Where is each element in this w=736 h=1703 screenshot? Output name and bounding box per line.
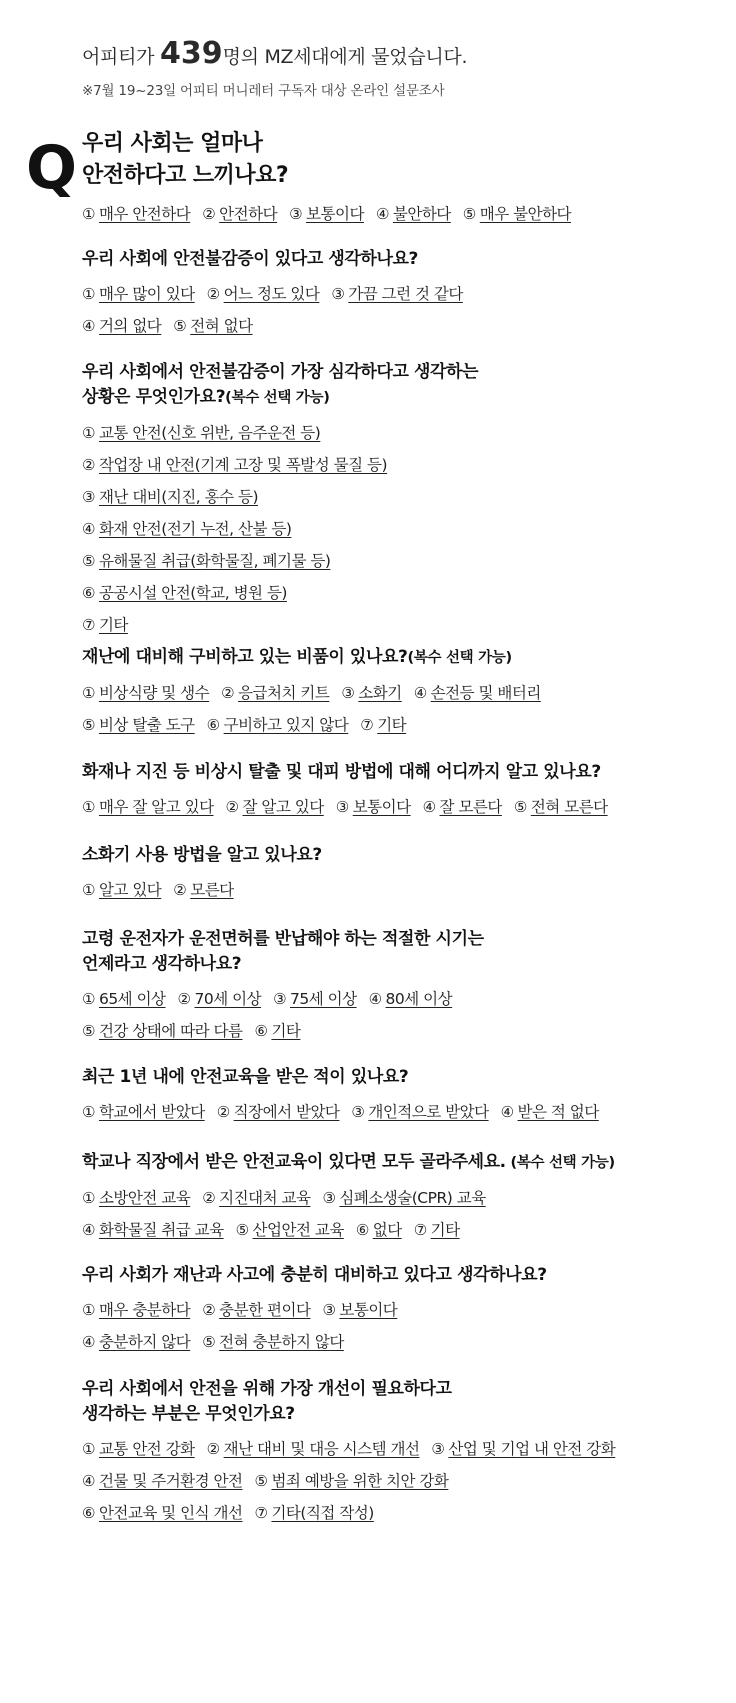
- answer-option[interactable]: [82, 983, 166, 1015]
- option-number: ⑤: [513, 798, 527, 816]
- option-label[interactable]: 개인적으로 받았다: [368, 1103, 489, 1121]
- option-number: ⑤: [462, 205, 476, 223]
- option-row: [82, 1182, 722, 1214]
- respondent-count: 439: [159, 36, 223, 71]
- answer-option[interactable]: [255, 1497, 374, 1529]
- option-label[interactable]: 기타: [430, 1221, 460, 1239]
- question-title-line: 생각하는 부분은 무엇인가요?: [82, 1404, 295, 1424]
- answer-option[interactable]: [360, 709, 406, 741]
- option-number: ④: [413, 684, 427, 702]
- option-number: ②: [202, 1301, 216, 1319]
- option-label[interactable]: 매우 잘 알고 있다: [98, 798, 214, 816]
- option-list: [82, 278, 722, 342]
- option-row: [82, 577, 722, 609]
- option-row: [82, 310, 722, 342]
- option-number: ③: [82, 488, 95, 506]
- option-label[interactable]: 매우 안전하다: [98, 205, 191, 223]
- option-number: ④: [422, 798, 436, 816]
- option-number: ①: [82, 990, 95, 1008]
- answer-option[interactable]: [82, 1182, 190, 1214]
- option-number: ⑥: [254, 1022, 268, 1040]
- option-number: ③: [273, 990, 287, 1008]
- answer-option[interactable]: [221, 677, 329, 709]
- question-title-line: 언제라고 생각하나요?: [82, 954, 242, 974]
- option-row: [82, 545, 722, 577]
- answer-option[interactable]: [463, 198, 571, 230]
- option-number: ③: [351, 1103, 365, 1121]
- option-label[interactable]: 80세 이상: [385, 990, 453, 1008]
- option-label[interactable]: 매우 충분하다: [98, 1301, 191, 1319]
- answer-option[interactable]: [82, 791, 214, 823]
- option-list: [82, 677, 722, 741]
- option-number: ③: [289, 205, 303, 223]
- answer-option[interactable]: [82, 1465, 243, 1497]
- option-list: [82, 1096, 722, 1128]
- option-label[interactable]: 지진대처 교육: [219, 1189, 311, 1207]
- answer-option[interactable]: [376, 198, 451, 230]
- option-label[interactable]: 기타: [98, 616, 128, 634]
- option-label[interactable]: 75세 이상: [290, 990, 357, 1008]
- option-label[interactable]: 전혀 없다: [190, 317, 253, 335]
- option-label[interactable]: 거의 없다: [98, 317, 162, 335]
- answer-option[interactable]: [351, 1096, 488, 1128]
- answer-option[interactable]: [255, 1015, 301, 1047]
- answer-option[interactable]: [178, 983, 262, 1015]
- option-number: ①: [82, 285, 95, 303]
- option-label[interactable]: 공공시설 안전(학교, 병원 등): [98, 584, 287, 602]
- headline-suffix: 명의 MZ세대에게 물었습니다.: [222, 46, 468, 68]
- option-label[interactable]: 어느 정도 있다: [223, 285, 320, 303]
- answer-option[interactable]: [369, 983, 453, 1015]
- option-label[interactable]: 보통이다: [339, 1301, 398, 1319]
- option-label[interactable]: 보통이다: [352, 798, 411, 816]
- option-label[interactable]: 유해물질 취급(화학물질, 폐기물 등): [98, 552, 331, 570]
- answer-option[interactable]: [82, 1433, 195, 1465]
- option-number: ⑤: [254, 1472, 268, 1490]
- option-list: [82, 1294, 722, 1358]
- answer-option[interactable]: [514, 791, 608, 823]
- option-number: ③: [335, 798, 349, 816]
- answer-option[interactable]: [322, 1294, 397, 1326]
- answer-option[interactable]: [82, 677, 209, 709]
- option-label[interactable]: 보통이다: [306, 205, 364, 223]
- question-block: [82, 1263, 722, 1358]
- option-list: [82, 983, 722, 1047]
- option-label[interactable]: 받은 적 없다: [517, 1103, 599, 1121]
- option-label[interactable]: 전혀 충분하지 않다: [219, 1333, 344, 1351]
- option-label[interactable]: 재난 대비(지진, 홍수 등): [98, 488, 259, 506]
- option-number: ⑦: [413, 1221, 427, 1239]
- question-title: [82, 1377, 722, 1427]
- answer-option[interactable]: [207, 1433, 420, 1465]
- option-label[interactable]: 기타: [271, 1022, 301, 1040]
- option-label[interactable]: 안전교육 및 인식 개선: [98, 1504, 243, 1522]
- question-title-line: 안전하다고 느끼나요?: [82, 163, 289, 188]
- option-label[interactable]: 70세 이상: [194, 990, 262, 1008]
- option-number: ④: [82, 520, 95, 538]
- option-label[interactable]: 비상 탈출 도구: [98, 716, 195, 734]
- answer-option[interactable]: [82, 278, 195, 310]
- answer-option[interactable]: [173, 874, 233, 906]
- option-row: [82, 198, 722, 230]
- survey-header: [82, 36, 467, 99]
- question-block: [82, 1065, 722, 1128]
- option-label[interactable]: 소방안전 교육: [98, 1189, 191, 1207]
- option-number: ③: [431, 1440, 445, 1458]
- question-title-line: [82, 385, 722, 411]
- option-label[interactable]: 심폐소생술(CPR) 교육: [339, 1189, 486, 1207]
- option-row: [82, 1015, 722, 1047]
- option-label[interactable]: 교통 안전 강화: [98, 1440, 195, 1458]
- option-label[interactable]: 직장에서 받았다: [233, 1103, 340, 1121]
- option-row: [82, 1433, 722, 1465]
- option-number: ②: [177, 990, 191, 1008]
- answer-option[interactable]: [82, 577, 287, 609]
- answer-option[interactable]: [82, 481, 258, 513]
- option-label[interactable]: 65세 이상: [98, 990, 166, 1008]
- answer-option[interactable]: [501, 1096, 599, 1128]
- answer-option[interactable]: [82, 1214, 224, 1246]
- question-title-text: 재난에 대비해 구비하고 있는 비품이 있나요?: [82, 647, 408, 667]
- option-number: ⑥: [82, 1504, 95, 1522]
- option-label[interactable]: 잘 모른다: [439, 798, 502, 816]
- option-number: ⑥: [355, 1221, 369, 1239]
- answer-option[interactable]: [289, 198, 364, 230]
- option-number: ⑦: [82, 616, 95, 634]
- question-title-line: 우리 사회에서 안전을 위해 가장 개선이 필요하다고: [82, 1379, 452, 1399]
- option-label[interactable]: 학교에서 받았다: [98, 1103, 205, 1121]
- headline-prefix: 어피티가: [82, 46, 160, 68]
- answer-option[interactable]: [414, 677, 541, 709]
- multi-select-note: (복수 선택 가능): [505, 1155, 615, 1171]
- option-number: ③: [322, 1301, 336, 1319]
- answer-option[interactable]: [322, 1182, 485, 1214]
- answer-option[interactable]: [82, 198, 190, 230]
- question-block: [82, 645, 722, 741]
- answer-option[interactable]: [82, 709, 195, 741]
- option-label[interactable]: 비상식량 및 생수: [98, 684, 210, 702]
- option-number: ③: [341, 684, 355, 702]
- option-row: [82, 874, 722, 906]
- answer-option[interactable]: [356, 1214, 402, 1246]
- question-title-line: 화재나 지진 등 비상시 탈출 및 대피 방법에 대해 어디까지 알고 있나요?: [82, 762, 601, 782]
- option-label[interactable]: 화재 안전(전기 누전, 산불 등): [98, 520, 292, 538]
- option-label[interactable]: 응급처치 키트: [238, 684, 330, 702]
- question-title: [82, 1150, 722, 1176]
- option-row: [82, 513, 722, 545]
- option-label[interactable]: 충분한 편이다: [219, 1301, 311, 1319]
- answer-option[interactable]: [336, 791, 411, 823]
- answer-option[interactable]: [82, 874, 161, 906]
- option-number: ⑦: [360, 716, 374, 734]
- answer-option[interactable]: [236, 1214, 344, 1246]
- question-title: [82, 1263, 722, 1288]
- answer-option[interactable]: [82, 545, 330, 577]
- option-number: ②: [221, 684, 235, 702]
- answer-option[interactable]: [331, 278, 463, 310]
- option-label[interactable]: 범죄 예방을 위한 치안 강화: [271, 1472, 449, 1490]
- option-number: ①: [82, 424, 95, 442]
- answer-option[interactable]: [202, 1294, 310, 1326]
- answer-option[interactable]: [82, 1497, 243, 1529]
- option-number: ②: [202, 205, 216, 223]
- option-list: [82, 1433, 722, 1529]
- option-label[interactable]: 소화기: [358, 684, 402, 702]
- question-block: [82, 360, 722, 641]
- answer-option[interactable]: [202, 1326, 344, 1358]
- option-number: ⑤: [82, 1022, 95, 1040]
- option-number: ①: [82, 1440, 95, 1458]
- option-number: ⑤: [82, 552, 95, 570]
- option-row: [82, 677, 722, 709]
- question-title: [82, 843, 722, 868]
- question-title-line: 최근 1년 내에 안전교육을 받은 적이 있나요?: [82, 1067, 409, 1087]
- question-title: [82, 360, 722, 411]
- headline: [82, 36, 467, 71]
- option-list: [82, 1182, 722, 1246]
- option-row: [82, 278, 722, 310]
- option-number: ④: [82, 1221, 95, 1239]
- option-number: ②: [202, 1189, 216, 1207]
- option-label[interactable]: 산업안전 교육: [252, 1221, 344, 1239]
- question-title: [82, 927, 722, 977]
- option-number: ④: [375, 205, 389, 223]
- option-number: ②: [225, 798, 239, 816]
- question-title-line: 소화기 사용 방법을 알고 있나요?: [82, 845, 322, 865]
- option-row: [82, 1214, 722, 1246]
- answer-option[interactable]: [82, 310, 161, 342]
- option-label[interactable]: 충분하지 않다: [98, 1333, 191, 1351]
- option-number: ⑤: [173, 317, 187, 335]
- option-number: ③: [331, 285, 345, 303]
- option-label[interactable]: 불안하다: [392, 205, 451, 223]
- multi-select-note: (복수 선택 가능): [225, 390, 330, 406]
- q-mark: Q: [26, 133, 78, 203]
- question-title-line: [82, 645, 722, 671]
- answer-option[interactable]: [82, 1015, 243, 1047]
- option-number: ②: [82, 456, 95, 474]
- question-block: [82, 760, 722, 823]
- option-number: ⑥: [206, 716, 220, 734]
- question-block: [82, 843, 722, 906]
- option-label[interactable]: 기타: [377, 716, 407, 734]
- question-title: [82, 760, 722, 785]
- survey-note: ※7월 19~23일 어피티 머니레터 구독자 대상 온라인 설문조사: [82, 83, 445, 99]
- option-number: ⑤: [235, 1221, 249, 1239]
- option-number: ⑤: [82, 716, 95, 734]
- option-label[interactable]: 매우 많이 있다: [98, 285, 195, 303]
- question-title-text: 상황은 무엇인가요?: [82, 387, 226, 407]
- answer-option[interactable]: [202, 1182, 310, 1214]
- option-row: [82, 1497, 722, 1529]
- answer-option[interactable]: [82, 1326, 190, 1358]
- question-title: [82, 1065, 722, 1090]
- answer-option[interactable]: [255, 1465, 449, 1497]
- option-label[interactable]: 화학물질 취급 교육: [98, 1221, 224, 1239]
- option-label[interactable]: 기타(직접 작성): [271, 1504, 374, 1522]
- answer-option[interactable]: [173, 310, 252, 342]
- option-label[interactable]: 손전등 및 배터리: [430, 684, 541, 702]
- option-label[interactable]: 건물 및 주거환경 안전: [98, 1472, 243, 1490]
- option-list: [82, 791, 722, 823]
- question-title: [82, 128, 722, 192]
- option-number: ①: [82, 684, 95, 702]
- option-label[interactable]: 건강 상태에 따라 다름: [98, 1022, 243, 1040]
- question-block: [82, 1150, 722, 1246]
- option-number: ④: [82, 1472, 95, 1490]
- answer-option[interactable]: [217, 1096, 340, 1128]
- answer-option[interactable]: [82, 513, 291, 545]
- question-title-text: 학교나 직장에서 받은 안전교육이 있다면 모두 골라주세요.: [82, 1152, 506, 1172]
- question-title-line: 우리 사회가 재난과 사고에 충분히 대비하고 있다고 생각하나요?: [82, 1265, 547, 1285]
- option-number: ④: [368, 990, 382, 1008]
- answer-option[interactable]: [341, 677, 401, 709]
- option-row: [82, 449, 722, 481]
- option-number: ①: [82, 1103, 95, 1121]
- question-title: [82, 645, 722, 671]
- option-number: ⑦: [254, 1504, 268, 1522]
- option-list: [82, 198, 722, 230]
- option-label[interactable]: 안전하다: [219, 205, 278, 223]
- option-label[interactable]: 교통 안전(신호 위반, 음주운전 등): [98, 424, 321, 442]
- option-row: [82, 709, 722, 741]
- question-title: [82, 247, 722, 272]
- option-list: [82, 874, 722, 906]
- option-label[interactable]: 전혀 모른다: [530, 798, 608, 816]
- option-label[interactable]: 재난 대비 및 대응 시스템 개선: [223, 1440, 420, 1458]
- answer-option[interactable]: [82, 1294, 190, 1326]
- option-label[interactable]: 없다: [372, 1221, 402, 1239]
- answer-option[interactable]: [82, 449, 387, 481]
- option-row: [82, 1326, 722, 1358]
- answer-option[interactable]: [82, 1096, 205, 1128]
- option-number: ①: [82, 798, 95, 816]
- question-title-line: [82, 1150, 722, 1176]
- question-block: [82, 1377, 722, 1529]
- option-label[interactable]: 가끔 그런 것 같다: [348, 285, 463, 303]
- question-title-line: 고령 운전자가 운전면허를 반납해야 하는 적절한 시기는: [82, 929, 484, 949]
- question-block: [82, 128, 722, 230]
- answer-option[interactable]: [207, 278, 320, 310]
- question-block: [82, 247, 722, 342]
- option-number: ⑥: [82, 584, 95, 602]
- option-number: ④: [82, 1333, 95, 1351]
- option-label[interactable]: 모른다: [190, 881, 234, 899]
- option-label[interactable]: 매우 불안하다: [479, 205, 572, 223]
- option-number: ④: [500, 1103, 514, 1121]
- option-list: [82, 417, 722, 641]
- option-number: ①: [82, 881, 95, 899]
- option-label[interactable]: 작업장 내 안전(기계 고장 및 폭발성 물질 등): [98, 456, 388, 474]
- option-number: ①: [82, 1189, 95, 1207]
- option-number: ④: [82, 317, 95, 335]
- option-row: [82, 609, 722, 641]
- option-row: [82, 1294, 722, 1326]
- answer-option[interactable]: [273, 983, 357, 1015]
- option-number: ①: [82, 1301, 95, 1319]
- option-label[interactable]: 알고 있다: [98, 881, 162, 899]
- option-number: ⑤: [202, 1333, 216, 1351]
- option-row: [82, 1096, 722, 1128]
- option-number: ②: [216, 1103, 230, 1121]
- answer-option[interactable]: [82, 609, 128, 641]
- answer-option[interactable]: [414, 1214, 460, 1246]
- answer-option[interactable]: [202, 198, 277, 230]
- multi-select-note: (복수 선택 가능): [407, 650, 512, 666]
- option-row: [82, 417, 722, 449]
- question-title-line: 우리 사회는 얼마나: [82, 131, 263, 156]
- option-number: ②: [206, 1440, 220, 1458]
- option-label[interactable]: 잘 알고 있다: [242, 798, 324, 816]
- option-row: [82, 481, 722, 513]
- option-row: [82, 791, 722, 823]
- option-row: [82, 983, 722, 1015]
- answer-option[interactable]: [82, 417, 320, 449]
- option-number: ③: [322, 1189, 336, 1207]
- question-title-line: 우리 사회에서 안전불감증이 가장 심각하다고 생각하는: [82, 362, 479, 382]
- question-title-line: 우리 사회에 안전불감증이 있다고 생각하나요?: [82, 249, 418, 269]
- answer-option[interactable]: [207, 709, 349, 741]
- option-row: [82, 1465, 722, 1497]
- answer-option[interactable]: [423, 791, 502, 823]
- question-block: [82, 927, 722, 1047]
- option-label[interactable]: 구비하고 있지 않다: [223, 716, 349, 734]
- option-number: ②: [173, 881, 187, 899]
- option-number: ②: [206, 285, 220, 303]
- answer-option[interactable]: [431, 1433, 615, 1465]
- option-label[interactable]: 산업 및 기업 내 안전 강화: [448, 1440, 616, 1458]
- answer-option[interactable]: [226, 791, 324, 823]
- option-number: ①: [82, 205, 95, 223]
